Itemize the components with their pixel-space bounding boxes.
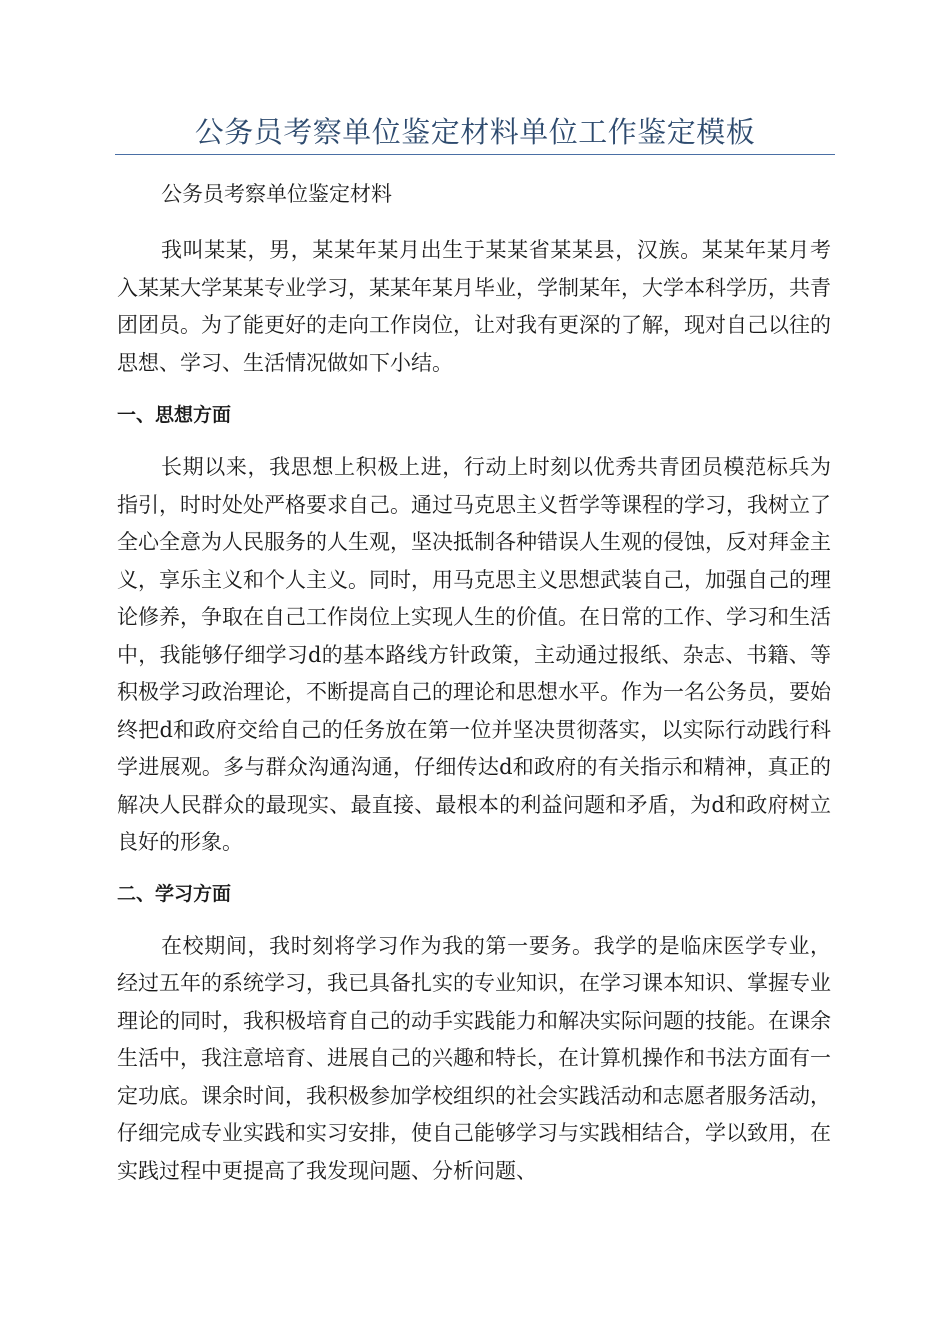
document-title: 公务员考察单位鉴定材料单位工作鉴定模板 [194, 115, 756, 149]
document-body [117, 176, 831, 1190]
section-body-thought: 长期以来，我思想上积极上进，行动上时刻以优秀共青团员模范标兵为指引，时时处处严格要求自己。通过马克思主义哲学等课程的学习，我树立了全心全意为人民服务的人生观，坚决抵制各种错误人生观的侵蚀，反对拜金主义，享乐主义和个人主义。同时，用马克思主义思想武装自己，加强自己的理论修养，争取在自己工作岗位上实现人生的价值。在日常的工作、学习和生活中，我能够仔细学习d的基本路线方针政策，主动通过报纸、杂志、书籍、等积极学习政治理论，不断提高自己的理论和思想水平。作为一名公务员，要始终把d和政府交给自己的任务放在第一位并坚决贯彻落实，以实际行动践行科学进展观。多与群众沟通沟通，仔细传达d和政府的有关指示和精神，真正的解决人民群众的最现实、最直接、最根本的利益问题和矛盾，为d和政府树立良好的形象。 [117, 455, 831, 854]
document-subtitle: 公务员考察单位鉴定材料 [161, 182, 392, 206]
section-heading-study: 二、学习方面 [117, 882, 232, 905]
title-underline [115, 154, 835, 155]
section-body-study: 在校期间，我时刻将学习作为我的第一要务。我学的是临床医学专业，经过五年的系统学习，我已具备扎实的专业知识，在学习课本知识、掌握专业理论的同时，我积极培育自己的动手实践能力和解决实际问题的技能。在课余生活中，我注意培育、进展自己的兴趣和特长，在计算机操作和书法方面有一定功底。课余时间，我积极参加学校组织的社会实践活动和志愿者服务活动，仔细完成专业实践和实习安排，使自己能够学习与实践相结合，学以致用，在实践过程中更提高了我发现问题、分析问题、 [117, 933, 831, 1183]
section-heading-thought: 一、思想方面 [117, 404, 232, 426]
intro-paragraph: 我叫某某，男，某某年某月出生于某某省某某县，汉族。某某年某月考入某某大学某某专业学习，某某年某月毕业，学制某年，大学本科学历，共青团团员。为了能更好的走向工作岗位，让对我有更深的了解，现对自己以往的思想、学习、生活情况做如下小结。 [117, 238, 831, 375]
